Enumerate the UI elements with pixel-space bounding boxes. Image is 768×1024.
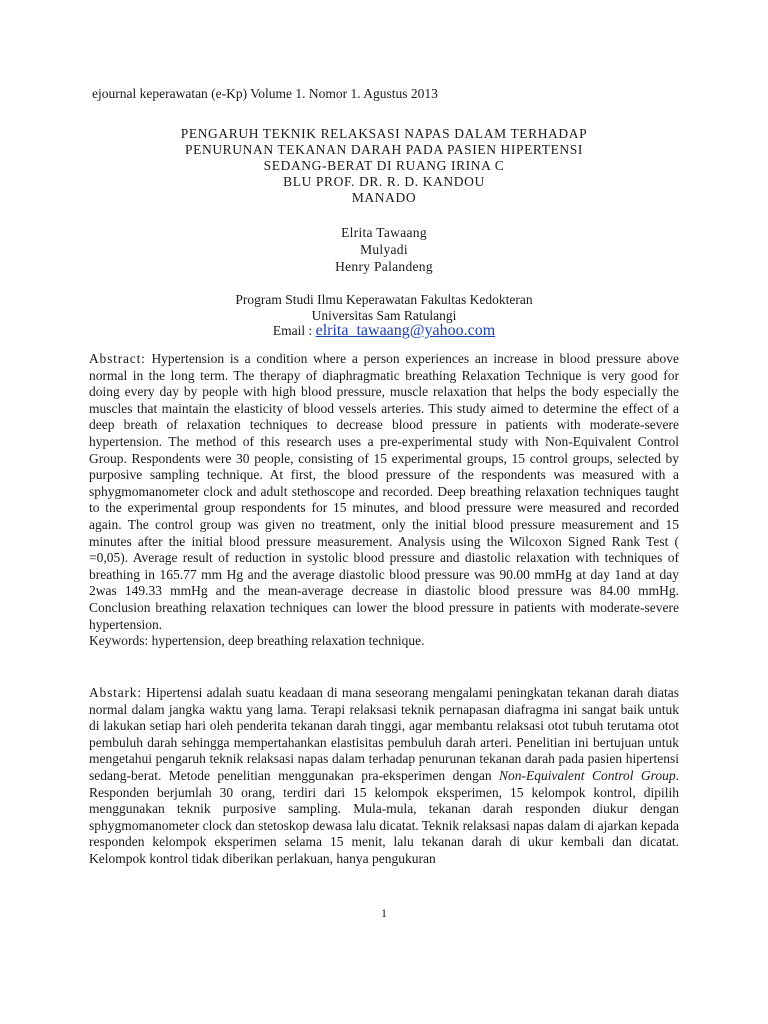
page-number: 1 (381, 906, 387, 920)
abstract-label: Abstract: (89, 351, 146, 366)
title-line: MANADO (351, 190, 417, 205)
author-name: Mulyadi (360, 242, 408, 257)
email-line (84, 322, 684, 340)
author-name: Elrita Tawaang (341, 225, 427, 240)
journal-header: ejournal keperawatan (e-Kp) Volume 1. Nomor 1. Agustus 2013 (92, 86, 438, 101)
affiliation-university: Universitas Sam Ratulangi (311, 308, 457, 323)
title-line: PENURUNAN TEKANAN DARAH PADA PASIEN HIPERTENSI (185, 142, 583, 157)
title-line: BLU PROF. DR. R. D. KANDOU (283, 174, 485, 189)
abstract-paragraph (89, 351, 679, 633)
title-line: SEDANG-BERAT DI RUANG IRINA C (263, 158, 505, 173)
email-link[interactable]: elrita_tawaang@yahoo.com (315, 322, 496, 339)
paper-title (84, 126, 684, 206)
affiliation (84, 292, 684, 324)
author-list (84, 224, 684, 275)
author-name: Henry Palandeng (335, 259, 433, 274)
abstrak-label: Abstark: (89, 685, 142, 700)
abstrak-body-before: Hipertensi adalah suatu keadaan di mana seseorang mengalami peningkatan tekanan darah diatas normal dalam jangka waktu yang lama. Terapi relaksasi teknik pernapasan diafragma ini sangat baik untuk di lakukan setiap hari oleh penderita tekanan darah tinggi, agar membantu relaksasi otot tubuh terutama otot pembuluh darah sehingga mempertahankan elastisitas pembuluh darah arteri. Penelitian ini bertujuan untuk mengetahui pengaruh teknik relaksasi napas dalam terhadap penurunan tekanan darah pada pasien hipertensi sedang-berat. Metode penelitian menggunakan pra-eksperimen dengan (89, 685, 680, 783)
abstrak-paragraph (89, 685, 679, 868)
affiliation-program: Program Studi Ilmu Keperawatan Fakultas Kedokteran (235, 292, 533, 307)
abstract-indonesian (89, 685, 679, 868)
email-label: Email : (272, 323, 316, 338)
keywords: Keywords: hypertension, deep breathing relaxation technique. (89, 633, 425, 649)
abstract-english (89, 351, 679, 650)
abstract-body: Hypertension is a condition where a person experiences an increase in blood pressure above normal in the long term. The therapy of diaphragmatic breathing Relaxation Technique is very good for doing every day by people with high blood pressure, muscle relaxation that helps the body especially the muscles that maintain the elasticity of blood vessels arteries. This study aimed to determine the effect of a deep breath of relaxation techniques to decrease blood pressure in patients with moderate-severe hypertension. The method of this research uses a pre-experimental study with Non-Equivalent Control Group. Respondents were 30 people, consisting of 15 experimental groups, 15 control groups, selected by purposive sampling technique. At first, the blood pressure of the respondents was measured with a sphygmomanometer clock and adult stethoscope and recorded. Deep breathing relaxation techniques taught to the experimental group respondents for 15 minutes, and blood pressure were measured and recorded again. The control group was given no treatment, only the initial blood pressure measurement and 15 minutes after the initial blood pressure measurement. Analysis using the Wilcoxon Signed Rank Test ( =0,05). Average result of reduction in systolic blood pressure and diastolic relaxation with techniques of breathing in 165.77 mm Hg and the average diastolic blood pressure was 90.00 mmHg at day 1and at day 2was 149.33 mmHg and the mean-average decrease in diastolic blood pressure was 84.00 mmHg. Conclusion breathing relaxation techniques can lower the blood pressure in patients with moderate-severe hypertension. (89, 351, 679, 632)
abstrak-body-after: . Responden berjumlah 30 orang, terdiri dari 15 kelompok eksperimen, 15 kelompok kontrol, dipilih menggunakan teknik purposive sampling. Mula-mula, tekanan darah responden diukur dengan sphygmomanometer clock dan stetoskop dewasa lalu dicatat. Teknik relaksasi napas dalam di ajarkan kepada responden kelompok eksperimen selama 15 menit, lalu tekanan darah di ukur kembali dan dicatat. Kelompok kontrol tidak diberikan perlakuan, hanya pengukuran (89, 767, 679, 866)
abstrak-italic: Non-Equivalent Control Group (499, 767, 676, 783)
title-line: PENGARUH TEKNIK RELAKSASI NAPAS DALAM TERHADAP (180, 126, 588, 141)
